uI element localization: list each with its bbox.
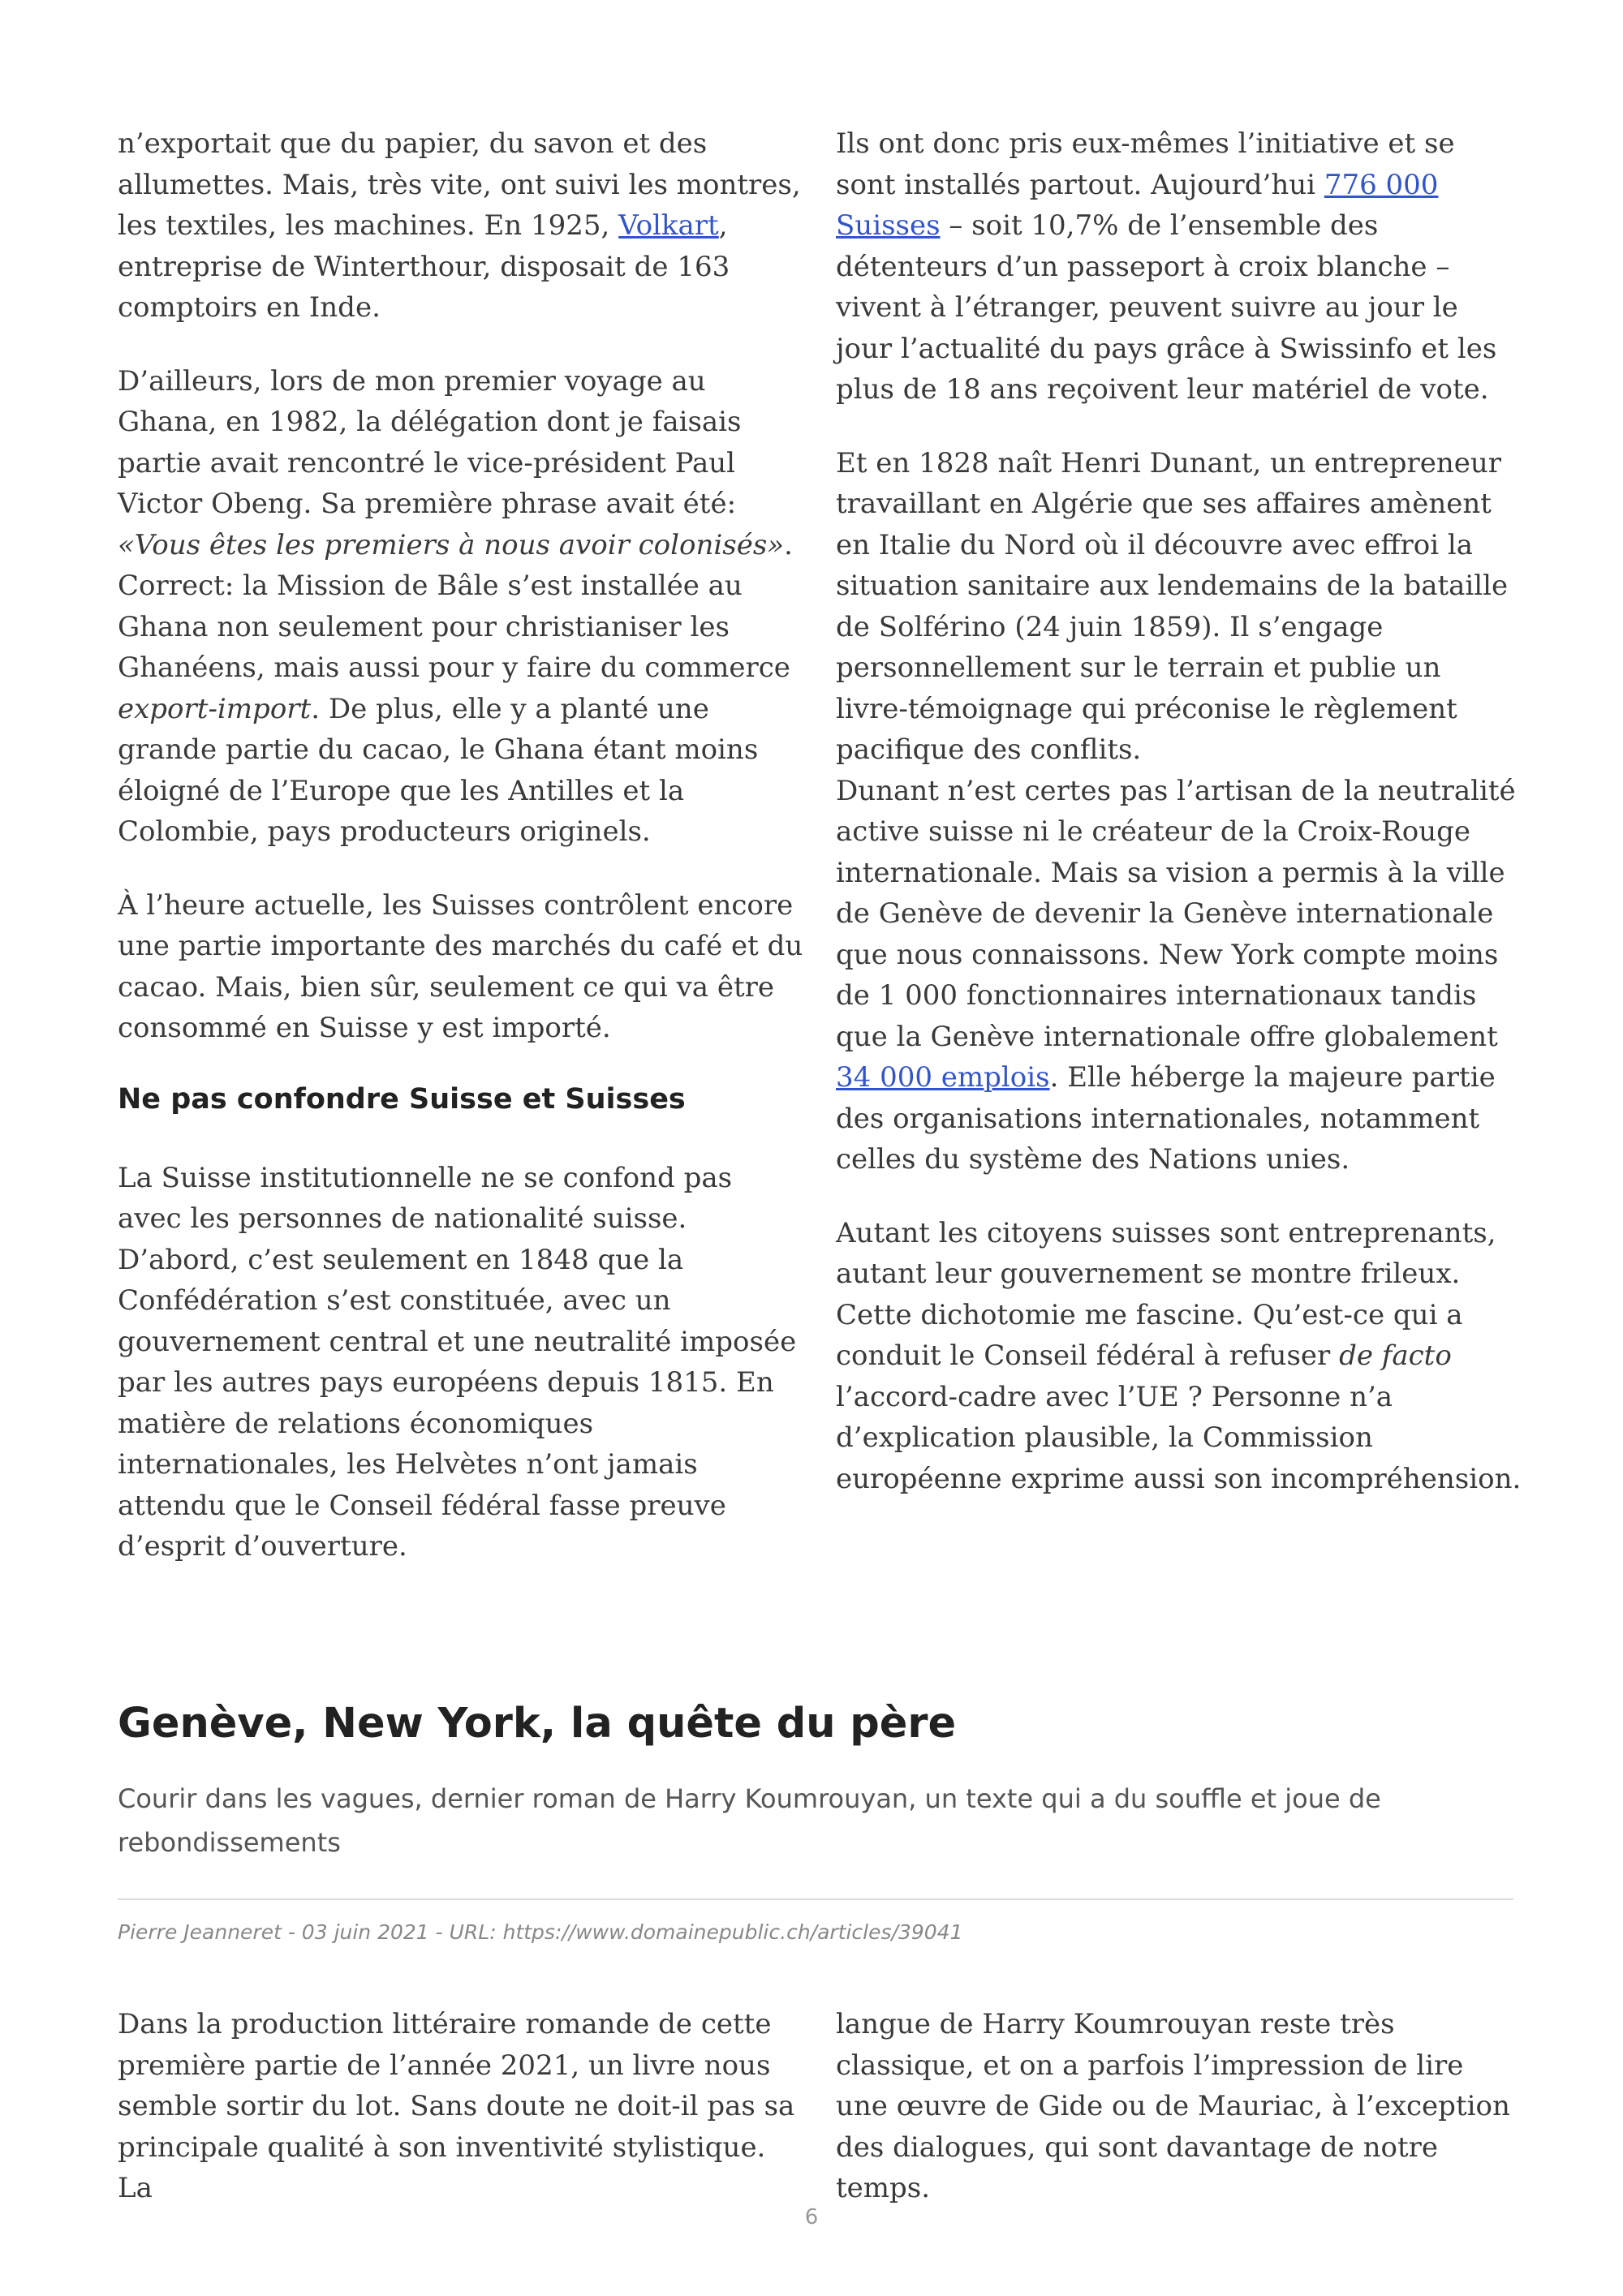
- article-subtitle: Courir dans les vagues, dernier roman de Harry Koumrouyan, un texte qui a du souffle et joue de rebondissements: [118, 1783, 1381, 1858]
- paragraph: n’exportait que du papier, du savon et des allumettes. Mais, très vite, ont suivi les montres, les textiles, les machines. En 1925, Volkart, entreprise de Winterthour, disposait de 163 comptoirs en Inde.: [118, 127, 801, 324]
- byline: Pierre Jeanneret - 03 juin 2021 - URL: https://www.domainepublic.ch/articles/39041: [118, 1920, 963, 1944]
- paragraph: D’ailleurs, lors de mon premier voyage au Ghana, en 1982, la délégation dont je faisais partie avait rencontré le vice-président Paul Victor Obeng. Sa première phrase avait été: «Vous êtes les premiers à nous avoir colonisés». Correct: la Mission de Bâle s’est installée au Ghana non seulement pour christianiser les Ghanéens, mais aussi pour y faire du commerce export-import. De plus, elle y a planté une grande partie du cacao, le Ghana étant moins éloigné de l’Europe que les Antilles et la Colombie, pays producteurs originels.: [118, 364, 793, 848]
- article2-right-column: [836, 2004, 1522, 2209]
- article-title: Genève, New York, la quête du père: [118, 1700, 957, 1748]
- article1-right-column: [836, 123, 1522, 1499]
- volkart-link[interactable]: Volkart: [618, 209, 719, 242]
- paragraph: À l’heure actuelle, les Suisses contrôlent encore une partie importante des marchés du café et du cacao. Mais, bien sûr, seulement ce qui va être consommé en Suisse y est importé.: [118, 888, 803, 1044]
- paragraph: Dans la production littéraire romande de cette première partie de l’année 2021, un livre nous semble sortir du lot. Sans doute ne doit-il pas sa principale qualité à son inventivité stylistique. La: [118, 2008, 795, 2204]
- divider: [118, 1898, 1513, 1900]
- section-subheading: Ne pas confondre Suisse et Suisses: [118, 1082, 686, 1116]
- paragraph: langue de Harry Koumrouyan reste très classique, et on a parfois l’impression de lire une œuvre de Gide ou de Mauriac, à l’exception des dialogues, qui sont davantage de notre temps.: [836, 2008, 1510, 2204]
- paragraph: La Suisse institutionnelle ne se confond pas avec les personnes de nationalité suisse. D’abord, c’est seulement en 1848 que la Confédération s’est constituée, avec un gouvernement central et une neutralité imposée par les autres pays européens depuis 1815. En matière de relations économiques internationales, les Helvètes n’ont jamais attendu que le Conseil fédéral fasse preuve d’esprit d’ouverture.: [118, 1161, 797, 1563]
- paragraph: Et en 1828 naît Henri Dunant, un entrepreneur travaillant en Algérie que ses affaires amènent en Italie du Nord où il découvre avec effroi la situation sanitaire aux lendemains de la bataille de Solférino (24 juin 1859). Il s’engage personnellement sur le terrain et publie un livre-témoignage qui préconise le règlement pacifique des conflits.: [836, 446, 1509, 766]
- article2-left-column: [118, 2004, 803, 2209]
- quote: «Vous êtes les premiers à nous avoir colonisés»: [118, 528, 785, 561]
- page-number: 6: [804, 2205, 819, 2229]
- article1-left-column: [118, 123, 803, 1567]
- suisses-link[interactable]: 776 000 Suisses: [836, 168, 1439, 242]
- paragraph: Ils ont donc pris eux-mêmes l’initiative et se sont installés partout. Aujourd’hui 776 000 Suisses – soit 10,7% de l’ensemble des détenteurs d’un passeport à croix blanche – vivent à l’étranger, peuvent suivre au jour le jour l’actualité du pays grâce à Swissinfo et les plus de 18 ans reçoivent leur matériel de vote.: [836, 127, 1497, 406]
- paragraph: Dunant n’est certes pas l’artisan de la neutralité active suisse ni le créateur de la Croix-Rouge internationale. Mais sa vision a permis à la ville de Genève de devenir la Genève internationale que nous connaissons. New York compte moins de 1 000 fonctionnaires internationaux tandis que la Genève internationale offre globalement 34 000 emplois. Elle héberge la majeure partie des organisations internationales, notamment celles du système des Nations unies.: [836, 774, 1516, 1176]
- emplois-link[interactable]: 34 000 emplois: [836, 1061, 1050, 1094]
- paragraph: Autant les citoyens suisses sont entreprenants, autant leur gouvernement se montre frileux. Cette dichotomie me fascine. Qu’est-ce qui a conduit le Conseil fédéral à refuser de facto l’accord-cadre avec l’UE ? Personne n’a d’explication plausible, la Commission européenne exprime aussi son incompréhension.: [836, 1216, 1522, 1495]
